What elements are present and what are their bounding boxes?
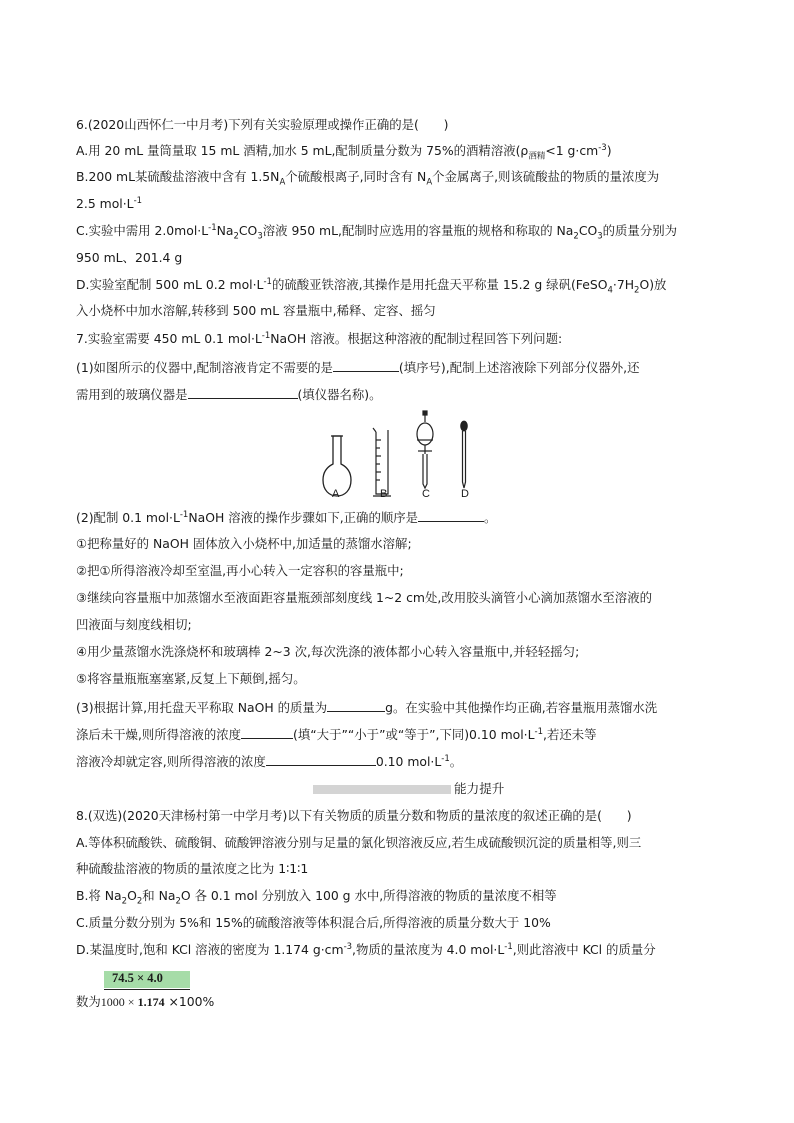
fraction-numerator: 74.5 × 4.0 xyxy=(112,971,163,985)
q7-part3: (3)根据计算,用托盘天平称取 NaOH 的质量为 g。在实验中其他操作均正确,若容量瓶用蒸馏水洗 xyxy=(76,700,658,715)
q6-option-b: B.200 mL某硫酸盐溶液中含有 $1.5N_A$个硫酸根离子,同时含有 $N_A$个金属离子,则该硫酸盐的物质的量浓度为 xyxy=(76,169,660,188)
q6-option-c-cont: 950 mL、201.4 g xyxy=(76,250,183,265)
q7-part1-cont: 需用到的玻璃仪器是 (填仪器名称)。 xyxy=(76,387,382,402)
q7-step-2: ②把①所得溶液冷却至室温,再小心转入一定容积的容量瓶中; xyxy=(76,563,404,578)
q8-option-d-cont: 数为1000 × 1.174 ×100% xyxy=(76,994,215,1009)
figure-label: D xyxy=(461,488,469,500)
q6-stem: 6.(2020山西怀仁一中月考)下列有关实验原理或操作正确的是( ) xyxy=(76,117,449,132)
q8-option-a: A.等体积硫酸铁、硫酸铜、硫酸钾溶液分别与足量的氯化钡溶液反应,若生成硫酸钡沉淀的质量相等,则三 xyxy=(76,835,642,850)
q7-part2: (2)配制 0.1 $mol\cdot L^{-1}NaOH$ 溶液的操作步骤如下,正确的顺序是 。 xyxy=(76,509,497,525)
q8-option-c: C.质量分数分别为 5%和 15%的硫酸溶液等体积混合后,所得溶液的质量分数大于 10% xyxy=(76,915,551,930)
q8-option-d: D.某温度时,饱和 KCl 溶液的密度为 1.174 $g\cdot cm^{-3}$,物质的量浓度为 4.0 $mol\cdot L^{-1}$,则此溶液中 KCl 的质量分 xyxy=(76,941,656,957)
q7-part3-cont2: 溶液冷却就定容,则所得溶液的浓度 0.10 $mol\cdot L^{-1}$。 xyxy=(76,753,463,769)
figure-label: C xyxy=(422,488,430,500)
q7-part1: (1)如图所示的仪器中,配制溶液肯定不需要的是 (填序号),配制上述溶液除下列部分仪器外,还 xyxy=(76,360,640,375)
q7-step-4: ④用少量蒸馏水洗涤烧杯和玻璃棒 2~3 次,每次洗涤的液体都小心转入容量瓶中,并轻轻摇匀; xyxy=(76,644,580,659)
answer-blank[interactable] xyxy=(333,358,399,372)
answer-blank[interactable] xyxy=(241,725,293,739)
q8-option-a-cont: 种硫酸盐溶液的物质的量浓度之比为 1∶1∶1 xyxy=(76,861,309,876)
q8-stem: 8.(双选)(2020天津杨村第一中学月考)以下有关物质的质量分数和物质的量浓度的叙述正确的是( ) xyxy=(76,808,632,823)
graduated-cylinder-icon xyxy=(373,428,391,496)
q8-option-b: B.将 $Na_2O_2$和 $Na_2O$ 各 0.1 mol 分别放入 100 g 水中,所得溶液的物质的量浓度不相等 xyxy=(76,888,557,907)
q7-step-3-cont: 凹液面与刻度线相切; xyxy=(76,617,192,632)
volumetric-flask-icon xyxy=(323,436,351,496)
q7-stem: 7.实验室需要 450 mL 0.1 $mol\cdot L^{-1}NaOH$ 溶液。根据这种溶液的配制过程回答下列问题: xyxy=(76,330,563,346)
q6-option-d: D.实验室配制 500 mL 0.2 $mol\cdot L^{-1}$的硫酸亚铁溶液,其操作是用托盘天平称量 15.2 g 绿矾$(FeSO_4\cdot 7H_2O)$放 xyxy=(76,276,667,296)
q6-option-d-cont: 入小烧杯中加水溶解,转移到 500 mL 容量瓶中,稀释、定容、摇匀 xyxy=(76,303,436,318)
q7-step-1: ①把称量好的 NaOH 固体放入小烧杯中,加适量的蒸馏水溶解; xyxy=(76,536,412,551)
section-title: 能力提升 xyxy=(454,781,505,796)
figure-label: B xyxy=(380,488,388,500)
q7-step-5: ⑤将容量瓶瓶塞塞紧,反复上下颠倒,摇匀。 xyxy=(76,671,306,686)
q7-step-3: ③继续向容量瓶中加蒸馏水至液面距容量瓶颈部刻度线 1~2 cm处,改用胶头滴管小心滴加蒸馏水至溶液的 xyxy=(76,590,652,605)
lab-instruments-figure xyxy=(318,410,478,502)
answer-blank[interactable] xyxy=(188,385,298,399)
dropper-icon xyxy=(461,421,467,488)
fraction-bar xyxy=(104,989,190,990)
answer-blank[interactable] xyxy=(266,752,376,766)
q6-option-c: C.实验中需用 $2.0mol\cdot L^{-1}Na_2CO_3$溶液 950 mL,配制时应选用的容量瓶的规格和称取的 $Na_2CO_3$的质量分别为 xyxy=(76,222,677,242)
q6-option-b-cont: 2.5 $mol\cdot L^{-1}$ xyxy=(76,195,143,211)
figure-label: A xyxy=(332,488,340,500)
q6-option-a: A.用 20 mL 量筒量取 15 mL 酒精,加水 5 mL,配制质量分数为 75%的酒精溶液($\rho_{酒精}<1$ $g\cdot cm^{-3}$) xyxy=(76,142,612,162)
answer-blank[interactable] xyxy=(327,698,385,712)
separatory-funnel-icon xyxy=(417,411,433,488)
q7-part3-cont: 涤后未干燥,则所得溶液的浓度 (填“大于”“小于”或“等于”,下同)0.10 $mol\cdot L^{-1}$,若还未等 xyxy=(76,726,597,742)
answer-blank[interactable] xyxy=(418,508,484,522)
section-bar xyxy=(313,785,451,794)
fraction-denominator: 1000 × 1.174 xyxy=(100,995,165,1009)
